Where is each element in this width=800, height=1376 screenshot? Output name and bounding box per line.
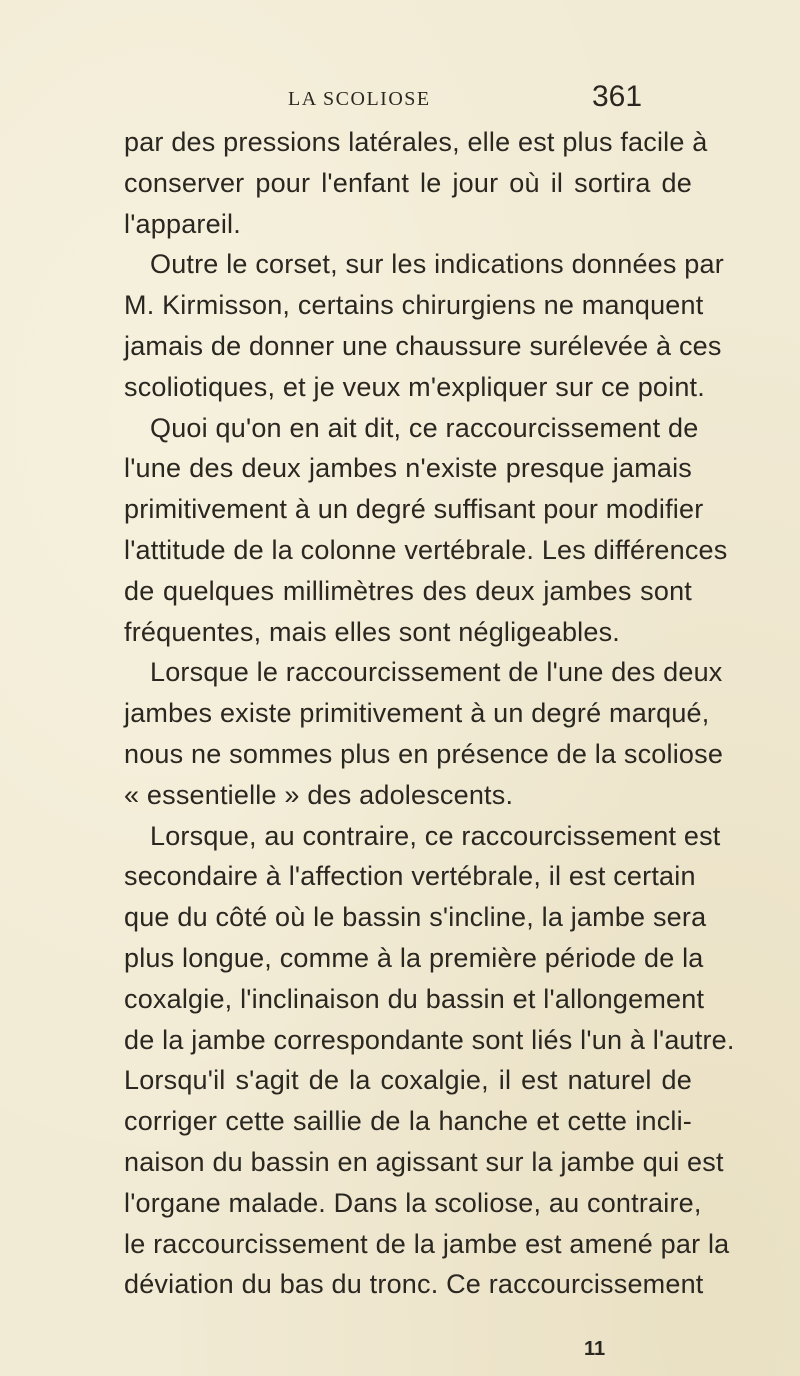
text-line: l'attitude de la colonne vertébrale. Les différences — [124, 534, 728, 565]
text-line: jamais de donner une chaussure surélevée à ces — [124, 330, 722, 361]
text-line: conserver pour l'enfant le jour où il sortira de — [124, 167, 692, 198]
signature-mark: 11 — [584, 1338, 606, 1360]
text-line: coxalgie, l'inclinaison du bassin et l'allongement — [124, 983, 705, 1014]
text-line: naison du bassin en agissant sur la jambe qui est — [124, 1146, 724, 1177]
running-head — [0, 80, 800, 114]
text-line: que du côté où le bassin s'incline, la jambe sera — [124, 902, 707, 933]
text-line: Outre le corset, sur les indications données par — [150, 249, 724, 280]
text-line: corriger cette saillie de la hanche et cette incli- — [124, 1106, 692, 1137]
text-line: plus longue, comme à la première période de la — [124, 942, 704, 973]
text-line: Quoi qu'on en ait dit, ce raccourcissement de — [150, 412, 699, 443]
text-line: Lorsque le raccourcissement de l'une des deux — [150, 657, 723, 688]
text-line: primitivement à un degré suffisant pour modifier — [124, 494, 704, 525]
text-line: fréquentes, mais elles sont négligeables. — [124, 616, 620, 647]
text-line: de la jambe correspondante sont liés l'un à l'autre. — [124, 1024, 735, 1055]
text-line: l'une des deux jambes n'existe presque jamais — [124, 453, 692, 484]
text-line: l'organe malade. Dans la scoliose, au contraire, — [124, 1187, 702, 1218]
body-text — [124, 122, 735, 1305]
text-line: « essentielle » des adolescents. — [124, 779, 514, 810]
text-line: nous ne sommes plus en présence de la scoliose — [124, 738, 724, 769]
text-line: par des pressions latérales, elle est plus facile à — [124, 127, 708, 157]
running-title: LA SCOLIOSE — [288, 88, 431, 110]
text-line: Lorsque, au contraire, ce raccourcissement est — [150, 820, 721, 851]
text-line: le raccourcissement de la jambe est amené par la — [124, 1228, 730, 1259]
text-line: jambes existe primitivement à un degré marqué, — [124, 698, 710, 729]
text-line: déviation du bas du tronc. Ce raccourcissement — [124, 1269, 704, 1300]
text-line: l'appareil. — [124, 208, 241, 239]
text-line: scoliotiques, et je veux m'expliquer sur ce point. — [124, 371, 705, 402]
text-line: de quelques millimètres des deux jambes sont — [124, 575, 692, 606]
text-line: Lorsqu'il s'agit de la coxalgie, il est naturel de — [124, 1065, 692, 1096]
text-line: secondaire à l'affection vertébrale, il est certain — [124, 861, 696, 892]
text-line: M. Kirmisson, certains chirurgiens ne manquent — [124, 290, 704, 321]
page-number: 361 — [592, 80, 643, 113]
